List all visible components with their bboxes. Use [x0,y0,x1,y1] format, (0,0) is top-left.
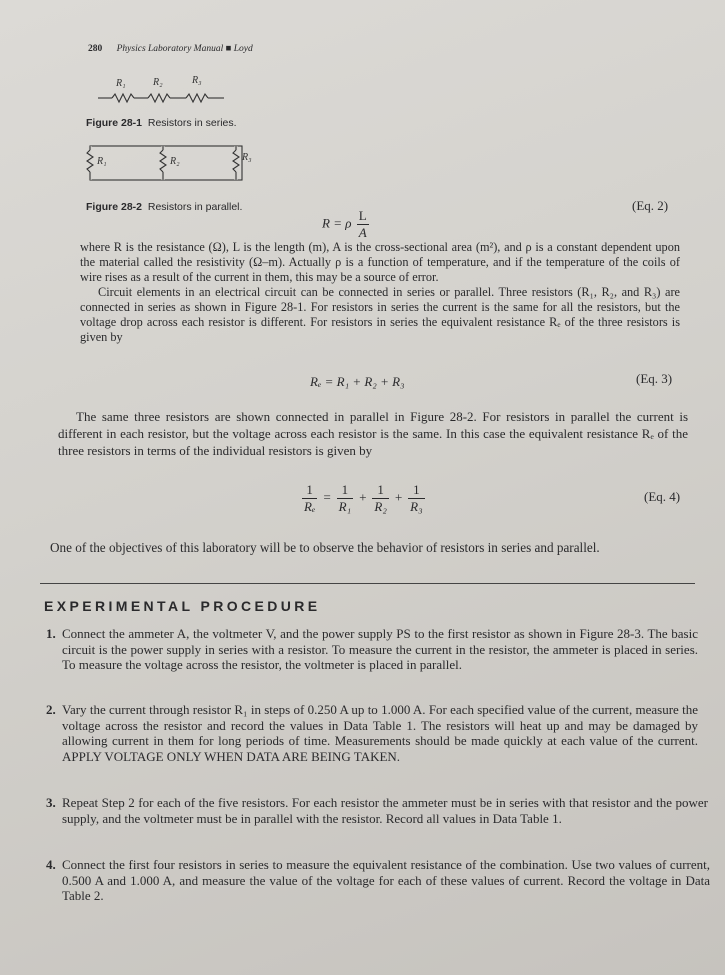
eq2-lhs: R = ρ [322,215,352,231]
eq3-ref: (Eq. 3) [636,371,673,386]
procedure-step [46,626,698,673]
paragraph-series: Circuit elements in an electrical circuit can be connected in series or parallel. Three resistors (R₁, R₂, and R₃) are connected in series as shown in Figure 28-1. For resistors in series the current is the same for all the resistors, but the voltage drop across each resistor is different. For resistors in series the equivalent resistance Rₑ of the three resistors is given by [80,285,680,344]
section-heading: EXPERIMENTAL PROCEDURE [44,598,321,614]
eq4-term-re [302,482,317,515]
eq2-ref: (Eq. 2) [632,198,669,213]
series-wire [98,94,224,102]
eq4-term-r2 [372,482,388,515]
eq4-r2-num: 1 [372,482,388,499]
figure-1-caption [86,117,237,129]
eq2-denominator: A [358,225,367,240]
eq4-re-den: Rₑ [304,499,316,514]
series-label-r2: R₂ [153,77,163,88]
parallel-wire [87,146,242,180]
eq2-formula [322,208,371,241]
parallel-label-r1: R₁ [97,156,107,167]
figure-series-circuit [86,72,256,112]
series-label-r3: R₃ [192,75,202,86]
figure-2-label: Figure 28-2 [86,201,143,213]
procedure-step [46,795,708,826]
eq4-r1-den: R₁ [338,499,352,514]
section-divider [40,583,695,584]
eq4-r3-num: 1 [408,482,424,499]
parallel-label-r3: R₃ [242,152,252,163]
eq4-term-r1 [337,482,353,515]
procedure-step [46,857,710,904]
figure-1-text: Resistors in series. [147,117,237,129]
step-text: Vary the current through resistor R₁ in steps of 0.250 A up to 1.000 A. For each specified value of the current, measure the voltage across the resistor and record the values in Data Table 1. The resistors will heat up and may be damaged by allowing current in them for long periods of time. Measurements should be made quickly at each value of the current. APPLY VOLTAGE ONLY WHEN DATA ARE BEING TAKEN. [62,702,698,764]
parallel-label-r2: R₂ [170,156,180,167]
figure-2-text: Resistors in parallel. [147,201,243,213]
eq4-plus-1: + [358,489,368,505]
figure-1-label: Figure 28-1 [86,117,143,129]
eq4-term-r3 [408,482,424,515]
eq4-ref: (Eq. 4) [644,489,681,504]
step-text: Connect the first four resistors in series to measure the equivalent resistance of the combination. Use two values of current, 0.500 A and 1.000 A, and measure the value of the voltage for each of these values of current. Record the voltage in Data Table 2. [62,857,710,903]
eq4-plus-2: + [394,489,403,505]
page-header [88,44,253,54]
eq4-equals: = [322,489,332,505]
series-label-r1: R₁ [116,78,126,89]
figure-parallel-circuit [84,140,254,190]
eq4-r2-den: R₂ [374,499,387,514]
eq2-fraction [357,208,369,241]
eq4-formula [300,482,427,515]
step-number: 3. [46,795,56,810]
eq2-numerator: L [358,208,367,223]
paragraph-objective: One of the objectives of this laboratory will be to observe the behavior of resistors in series and parallel. [50,540,600,555]
step-number: 4. [46,857,56,872]
step-text: Connect the ammeter A, the voltmeter V, and the power supply PS to the first resistor as shown in Figure 28-3. The basic circuit is the power supply in series with a resistor. To measure the current in the resistor, the ammeter is placed in series. To measure the voltage across the resistor, the voltmeter is placed in parallel. [62,626,698,672]
eq3-formula: Rₑ = R₁ + R₂ + R₃ [310,374,405,389]
page-number: 280 [88,44,103,54]
step-number: 2. [46,702,56,717]
book-title: Physics Laboratory Manual ■ Loyd [116,44,253,54]
step-number: 1. [46,626,56,641]
eq4-r3-den: R₃ [410,499,423,514]
eq4-re-num: 1 [302,482,317,499]
step-text: Repeat Step 2 for each of the five resistors. For each resistor the ammeter must be in series with that resistor and the power supply, and the voltmeter must be in parallel with the resistor. Record all values in Data Table 1. [62,795,708,826]
figure-2-caption [86,201,242,213]
paragraph-parallel: The same three resistors are shown connected in parallel in Figure 28-2. For resistors in parallel the current is different in each resistor, but the voltage across each resistor is the same. In this case the equivalent resistance Rₑ of the three resistors in terms of the individual resistors is given by [58,409,688,458]
eq4-r1-num: 1 [337,482,353,499]
paragraph-resistivity: where R is the resistance (Ω), L is the length (m), A is the cross-sectional area (m²), and ρ is a constant dependent upon the material called the resistivity (Ω–m). Actually ρ is a function of temperature, and if the temperature of the coils of wire rises as a result of the current in them, this may be a source of error. [80,240,680,284]
procedure-step [46,702,698,764]
